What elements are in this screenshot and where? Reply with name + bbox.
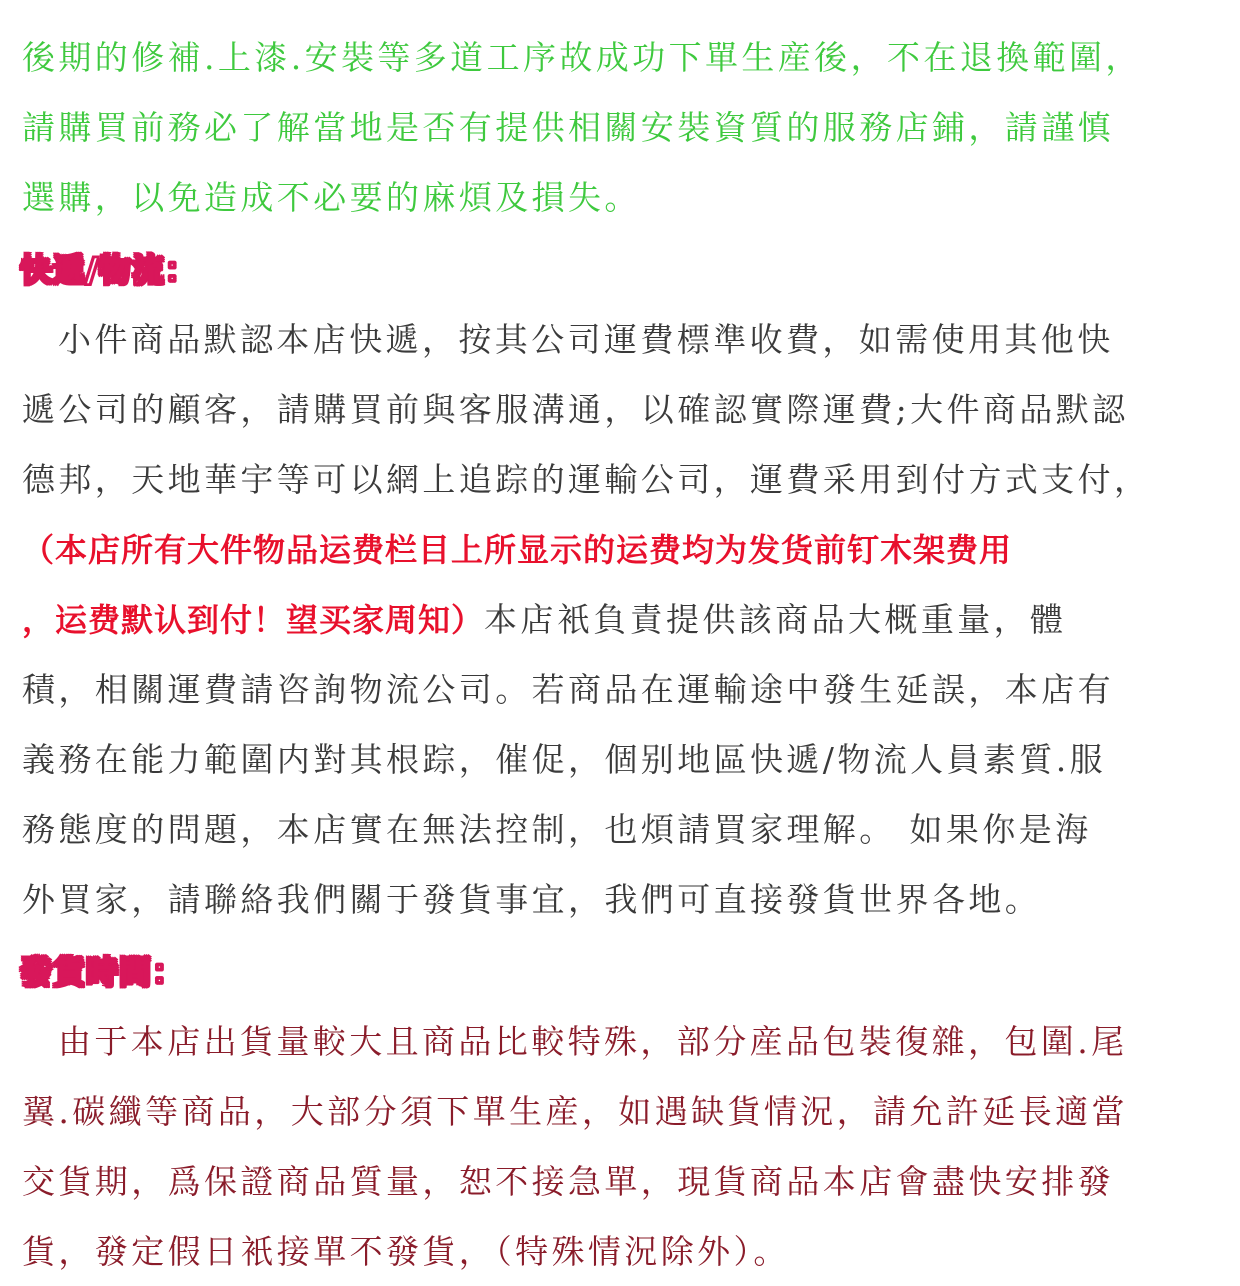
delivery-line-1: 由于本店出貨量較大且商品比較特殊，部分産品包裝復雜，包圍.尾 xyxy=(58,1022,1128,1061)
shipping-after-highlight: 本店衹負責提供該商品大概重量，體 xyxy=(484,600,1067,639)
delivery-line-4: 貨，發定假日衹接單不發貨，（特殊情況除外）。 xyxy=(22,1232,790,1271)
shipping-line-4: 積，相關運費請咨詢物流公司。若商品在運輸途中發生延誤，本店有 xyxy=(22,670,1114,709)
installation-notice-line-1: 後期的修補.上漆.安裝等多道工序故成功下單生産後，不在退換範圍， xyxy=(22,38,1142,77)
shipping-mixed-line xyxy=(22,600,1222,640)
shipping-line-3: 德邦，天地華宇等可以網上追踪的運輸公司，運費采用到付方式支付， xyxy=(22,460,1151,499)
shipping-line-1: 小件商品默認本店快遞，按其公司運費標準收費，如需使用其他快 xyxy=(58,320,1114,359)
shipping-highlight-line-2: ，运费默认到付！望买家周知） xyxy=(22,601,485,639)
shipping-line-5: 義務在能力範圍内對其根踪，催促，個别地區快遞/物流人員素質.服 xyxy=(22,740,1107,779)
delivery-line-3: 交貨期，爲保證商品質量，恕不接急單，現貨商品本店會盡快安排發 xyxy=(22,1162,1114,1201)
shipping-heading: 快遞/物流： xyxy=(20,251,198,289)
installation-notice-line-3: 選購，以免造成不必要的麻煩及損失。 xyxy=(22,178,641,217)
shipping-line-2: 遞公司的顧客，請購買前與客服溝通，以確認實際運費;大件商品默認 xyxy=(22,390,1129,429)
shipping-highlight-line-1: （本店所有大件物品运费栏目上所显示的运费均为发货前钉木架费用 xyxy=(22,531,1013,569)
delivery-line-2: 翼.碳纖等商品，大部分須下單生産，如遇缺貨情況，請允許延長適當 xyxy=(22,1092,1128,1131)
shipping-line-6: 務態度的問題，本店實在無法控制，也煩請買家理解。 如果你是海 xyxy=(22,810,1092,849)
delivery-time-heading: 發貨時間： xyxy=(20,953,186,991)
shipping-line-7: 外買家，請聯絡我們關于發貨事宜，我們可直接發貨世界各地。 xyxy=(22,880,1042,919)
installation-notice-line-2: 請購買前務必了解當地是否有提供相關安裝資質的服務店鋪，請謹慎 xyxy=(22,108,1114,147)
